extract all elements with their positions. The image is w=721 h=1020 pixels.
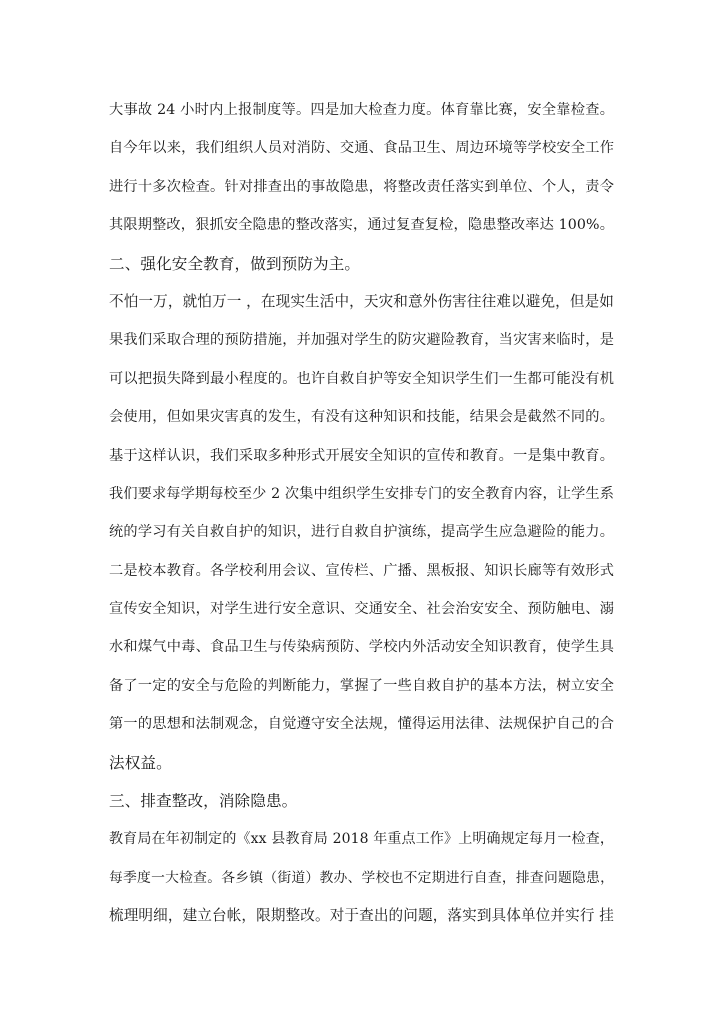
text-line: 法权益。 bbox=[109, 753, 172, 772]
text-line: 宣传安全知识，对学生进行安全意识、交通安全、社会治安安全、预防触电、溺 bbox=[109, 601, 614, 618]
section-heading: 三、排查整改，消除隐患。 bbox=[109, 792, 298, 811]
document-body bbox=[109, 91, 614, 936]
text-line: 教育局在年初制定的《xx 县教育局 2018 年重点工作》上明确规定每月一检查， bbox=[109, 831, 614, 848]
section-heading: 二、强化安全教育，做到预防为主。 bbox=[109, 254, 361, 273]
text-line: 第一的思想和法制观念，自觉遵守安全法规，懂得运用法律、法规保护自己的合 bbox=[109, 716, 614, 733]
text-line: 大事故 24 小时内上报制度等。四是加大检查力度。体育靠比赛，安全靠检查。 bbox=[109, 102, 614, 118]
text-line: 基于这样认识，我们采取多种形式开展安全知识的宣传和教育。一是集中教育。 bbox=[109, 447, 614, 464]
text-line: 每季度一大检查。各乡镇（街道）教办、学校也不定期进行自查，排查问题隐患， bbox=[109, 869, 614, 886]
text-line: 进行十多次检查。针对排查出的事故隐患，将整改责任落实到单位、个人，责令 bbox=[109, 178, 614, 195]
text-line: 梳理明细，建立台帐，限期整改。对于查出的问题，落实到具体单位并实行 挂 bbox=[109, 907, 614, 925]
text-line: 不怕一万，就怕万一 ，在现实生活中，天灾和意外伤害往往难以避免，但是如 bbox=[109, 292, 614, 310]
text-line: 水和煤气中毒、食品卫生与传染病预防、学校内外活动安全知识教育，使学生具 bbox=[109, 639, 614, 656]
text-line: 自今年以来，我们组织人员对消防、交通、食品卫生、周边环境等学校安全工作 bbox=[109, 140, 614, 157]
text-line: 备了一定的安全与危险的判断能力，掌握了一些自救自护的基本方法，树立安全 bbox=[109, 677, 614, 694]
text-line: 果我们采取合理的预防措施，并加强对学生的防灾避险教育，当灾害来临时，是 bbox=[109, 332, 614, 349]
text-line: 统的学习有关自救自护的知识，进行自救自护演练，提高学生应急避险的能力。 bbox=[109, 524, 614, 541]
text-line: 会使用，但如果灾害真的发生，有没有这种知识和技能，结果会是截然不同的。 bbox=[109, 409, 614, 426]
text-line: 我们要求每学期每校至少 2 次集中组织学生安排专门的安全教育内容，让学生系 bbox=[109, 485, 614, 502]
text-line: 其限期整改，狠抓安全隐患的整改落实，通过复查复检，隐患整改率达 100%。 bbox=[109, 217, 614, 234]
text-line: 二是校本教育。各学校利用会议、宣传栏、广播、黑板报、知识长廊等有效形式 bbox=[109, 562, 614, 579]
text-line: 可以把损失降到最小程度的。也许自救自护等安全知识学生们一生都可能没有机 bbox=[109, 370, 614, 387]
